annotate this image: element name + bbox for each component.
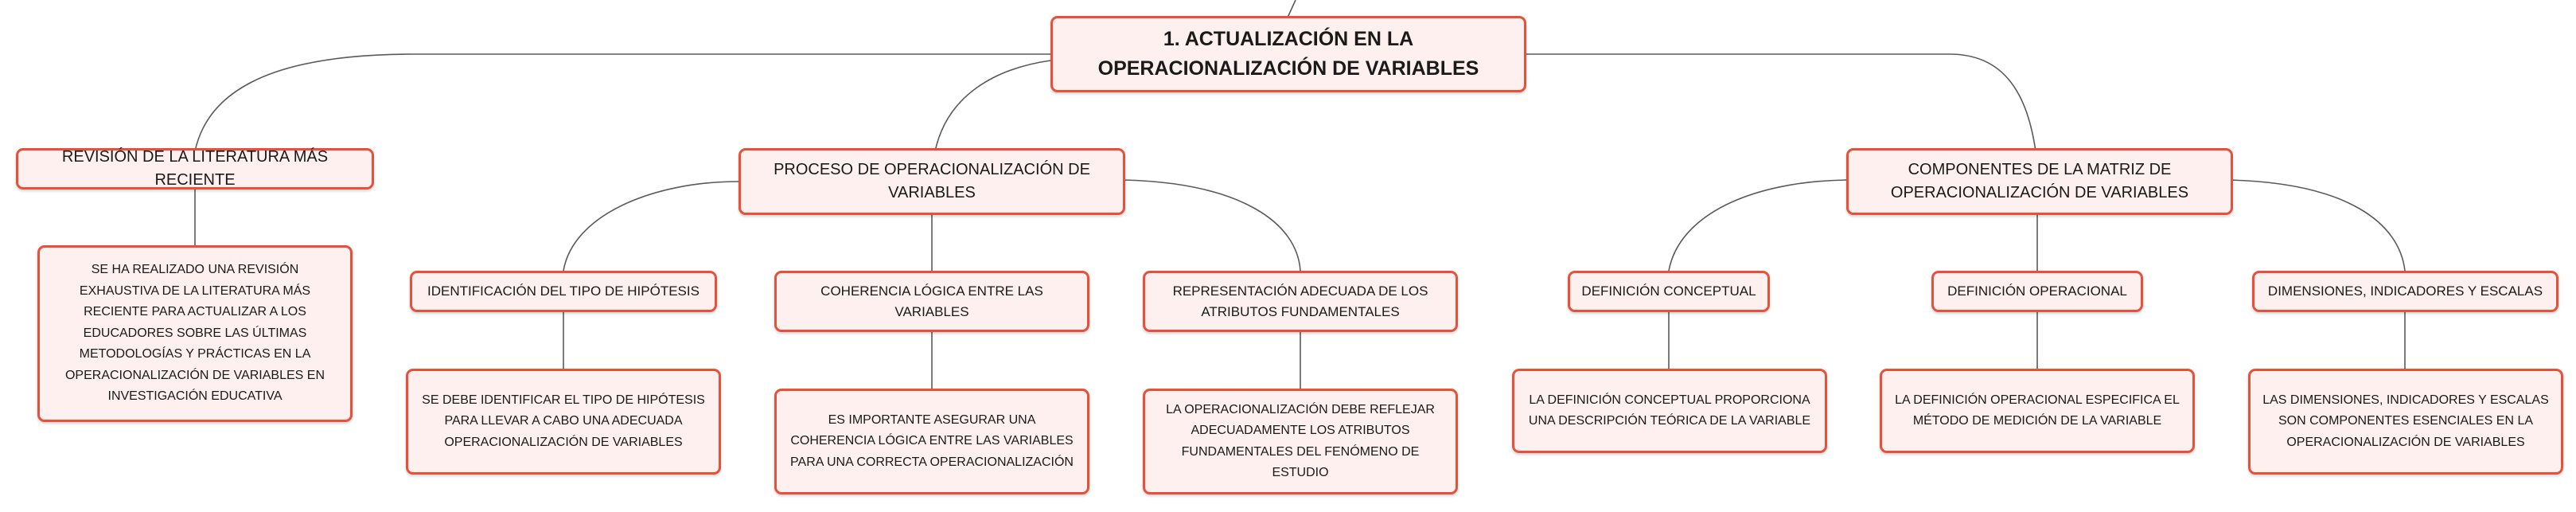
root-node-label: 1. ACTUALIZACIÓN EN LA OPERACIONALIZACIÓN DE VARIABLES (1097, 28, 1479, 80)
connector-componentes-dimensiones (2230, 180, 2405, 271)
node-representacion-atributos[interactable] (1143, 271, 1458, 332)
branch-componentes-matriz[interactable] (1846, 148, 2233, 215)
node-dimensiones-indicadores[interactable] (2252, 271, 2558, 312)
node-coherencia-label: COHERENCIA LÓGICA ENTRE LAS VARIABLES (820, 283, 1043, 319)
detail-coherencia-text: ES IMPORTANTE ASEGURAR UNA COHERENCIA LÓGICA ENTRE LAS VARIABLES PARA UNA CORRECTA OPERACIONALIZACIÓN (790, 412, 1074, 469)
node-identificacion-hipotesis[interactable] (410, 271, 717, 312)
branch-proceso-operacionalizacion[interactable] (739, 148, 1125, 215)
connector-componentes-conceptual (1669, 180, 1846, 271)
connector-root-revision (195, 54, 1050, 151)
node-coherencia-logica[interactable] (774, 271, 1089, 332)
detail-definicion-conceptual-text: LA DEFINICIÓN CONCEPTUAL PROPORCIONA UNA DESCRIPCIÓN TEÓRICA DE LA VARIABLE (1528, 393, 1811, 428)
node-identificacion-label: IDENTIFICACIÓN DEL TIPO DE HIPÓTESIS (427, 283, 700, 299)
node-definicion-operacional[interactable] (1931, 271, 2143, 312)
root-node[interactable] (1050, 16, 1526, 92)
connector-proceso-hipotesis (563, 182, 739, 271)
connector-root-proceso (939, 61, 1050, 88)
detail-identificacion-hipotesis[interactable] (406, 369, 721, 475)
detail-definicion-operacional[interactable] (1880, 369, 2195, 453)
detail-revision-literatura[interactable] (37, 245, 353, 422)
detail-representacion-text: LA OPERACIONALIZACIÓN DEBE REFLEJAR ADECUADAMENTE LOS ATRIBUTOS FUNDAMENTALES DEL FENÓMENO DE ESTUDIO (1166, 402, 1435, 479)
node-definicion-conceptual-label: DEFINICIÓN CONCEPTUAL (1581, 283, 1756, 299)
detail-dimensiones-indicadores[interactable] (2248, 369, 2563, 475)
detail-revision-text: SE HA REALIZADO UNA REVISIÓN EXHAUSTIVA DE LA LITERATURA MÁS RECIENTE PARA ACTUALIZAR A LOS EDUCADORES SOBRE LAS ÚLTIMAS METODOLOGÍAS Y PRÁCTICAS EN LA OPERACIONALIZACIÓN DE VARIABLES EN INVESTIGACIÓN EDUCATIVA (64, 263, 325, 404)
connector-root-componentes (1526, 54, 2036, 151)
detail-definicion-conceptual[interactable] (1512, 369, 1827, 453)
detail-representacion-atributos[interactable] (1143, 389, 1458, 494)
branch-revision-label: REVISIÓN DE LA LITERATURA MÁS RECIENTE (61, 148, 329, 189)
branch-proceso-label: PROCESO DE OPERACIONALIZACIÓN DE VARIABLES (774, 161, 1090, 201)
node-definicion-conceptual[interactable] (1568, 271, 1770, 312)
branch-componentes-label: COMPONENTES DE LA MATRIZ DE OPERACIONALIZACIÓN DE VARIABLES (1890, 161, 2189, 201)
connector-root-proceso-curve (935, 61, 1050, 151)
connector-proceso-representacion (1124, 180, 1300, 271)
node-dimensiones-label: DIMENSIONES, INDICADORES Y ESCALAS (2267, 283, 2543, 299)
detail-identificacion-text: SE DEBE IDENTIFICAR EL TIPO DE HIPÓTESIS PARA LLEVAR A CABO UNA ADECUADA OPERACIONALIZACIÓN DE VARIABLES (422, 393, 705, 449)
node-representacion-label: REPRESENTACIÓN ADECUADA DE LOS ATRIBUTOS FUNDAMENTALES (1172, 283, 1428, 319)
branch-revision-literatura[interactable] (16, 148, 374, 190)
node-definicion-operacional-label: DEFINICIÓN OPERACIONAL (1947, 283, 2127, 299)
detail-coherencia-logica[interactable] (774, 389, 1089, 494)
detail-dimensiones-text: LAS DIMENSIONES, INDICADORES Y ESCALAS SON COMPONENTES ESENCIALES EN LA OPERACIONALIZACIÓN DE VARIABLES (2262, 393, 2549, 449)
detail-definicion-operacional-text: LA DEFINICIÓN OPERACIONAL ESPECIFICA EL MÉTODO DE MEDICIÓN DE LA VARIABLE (1895, 393, 2180, 428)
connector-root-top (1288, 0, 1296, 18)
